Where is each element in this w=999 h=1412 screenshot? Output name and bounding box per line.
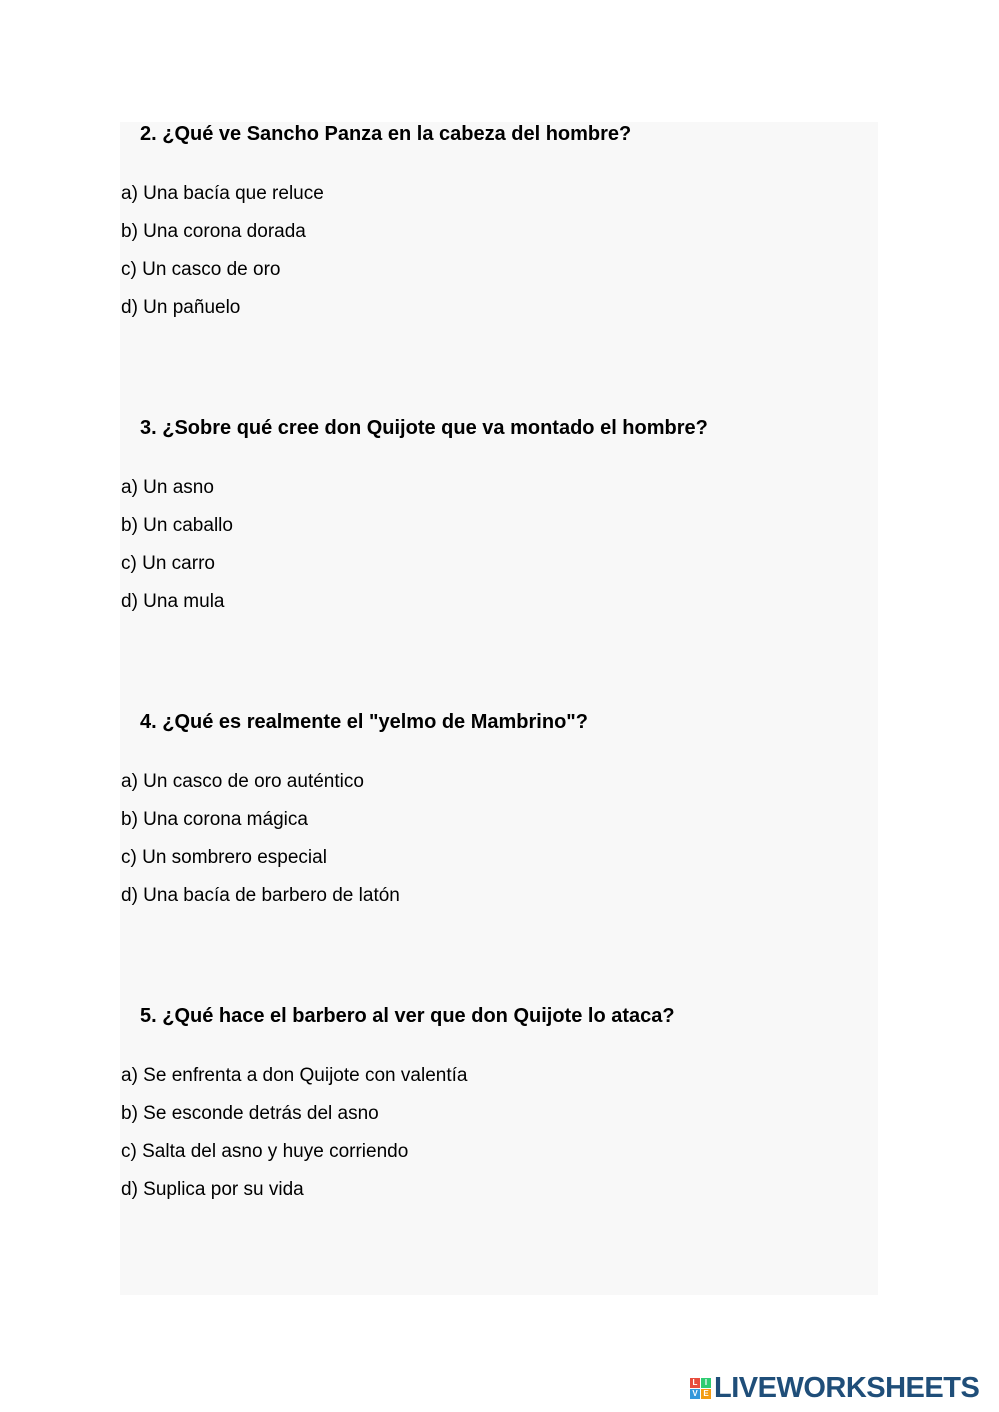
logo-mark-icon [690, 1378, 711, 1399]
answer-option[interactable]: b) Se esconde detrás del asno [121, 1103, 379, 1124]
question-title: 5. ¿Qué hace el barbero al ver que don Quijote lo ataca? [140, 1005, 675, 1027]
answer-option[interactable]: c) Un carro [121, 553, 215, 574]
question-title: 3. ¿Sobre qué cree don Quijote que va montado el hombre? [140, 417, 708, 439]
logo-mark-tile: L [690, 1378, 700, 1388]
answer-option[interactable]: b) Un caballo [121, 515, 233, 536]
answer-option[interactable]: d) Una bacía de barbero de latón [121, 885, 400, 906]
logo-mark-tile: I [701, 1378, 711, 1388]
answer-option[interactable]: c) Salta del asno y huye corriendo [121, 1141, 409, 1162]
logo-mark-tile: E [701, 1389, 711, 1399]
answer-option[interactable]: c) Un sombrero especial [121, 847, 327, 868]
answer-option[interactable]: d) Una mula [121, 591, 225, 612]
logo-text: LIVEWORKSHEETS [714, 1371, 980, 1404]
question-title: 2. ¿Qué ve Sancho Panza en la cabeza del hombre? [140, 123, 632, 145]
answer-option[interactable]: a) Una bacía que reluce [121, 183, 324, 204]
answer-option[interactable]: b) Una corona mágica [121, 809, 308, 830]
answer-option[interactable]: d) Un pañuelo [121, 297, 241, 318]
question-title: 4. ¿Qué es realmente el "yelmo de Mambrino"? [140, 711, 588, 733]
answer-option[interactable]: d) Suplica por su vida [121, 1179, 304, 1200]
answer-option[interactable]: a) Un casco de oro auténtico [121, 771, 364, 792]
answer-option[interactable]: b) Una corona dorada [121, 221, 306, 242]
answer-option[interactable]: a) Se enfrenta a don Quijote con valentía [121, 1065, 468, 1086]
worksheet-panel [120, 122, 878, 1295]
liveworksheets-logo [690, 1372, 979, 1404]
logo-mark-tile: V [690, 1389, 700, 1399]
answer-option[interactable]: c) Un casco de oro [121, 259, 281, 280]
answer-option[interactable]: a) Un asno [121, 477, 214, 498]
